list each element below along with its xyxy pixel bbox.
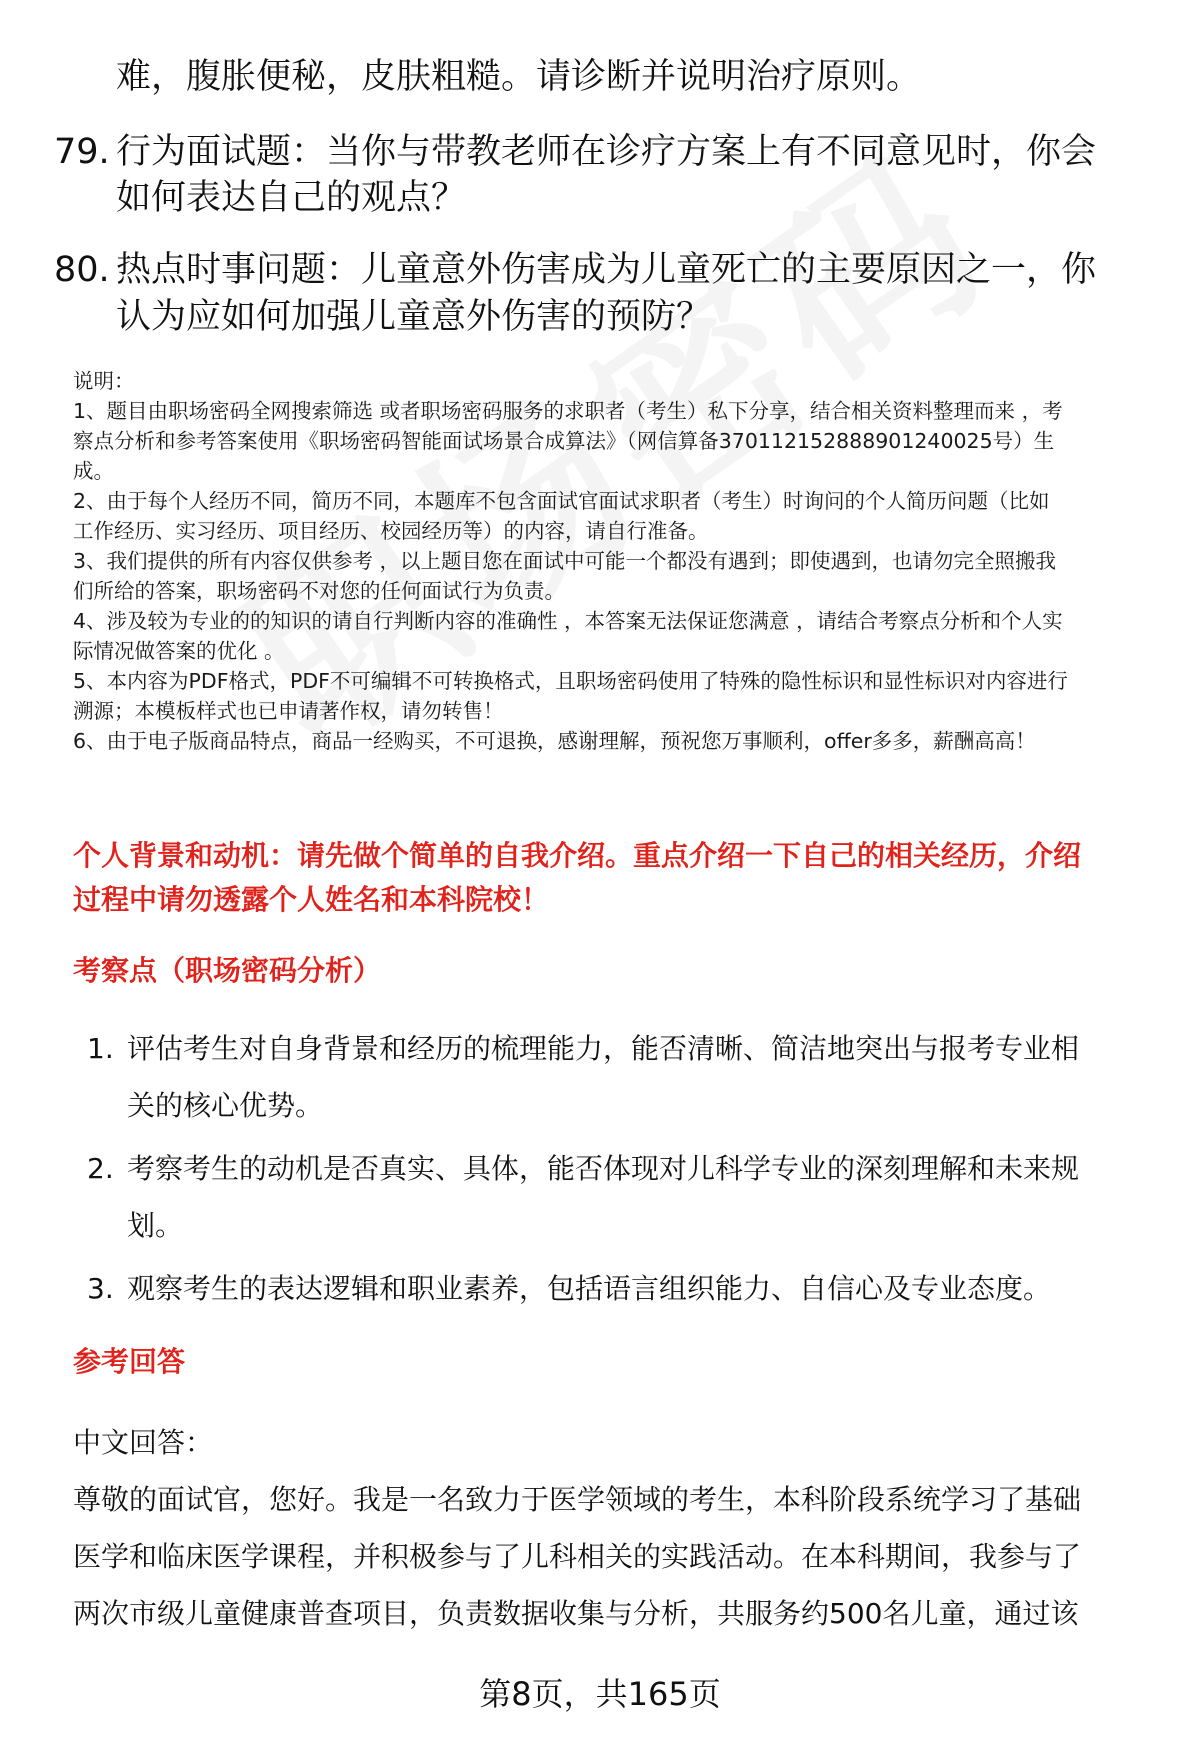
answer-line: 尊敬的面试官，您好。我是一名致力于医学领域的考生，本科阶段系统学习了基础	[73, 1483, 1082, 1516]
question-text-line: 热点时事问题：儿童意外伤害成为儿童死亡的主要原因之一，你	[116, 250, 1097, 290]
notes-line: 溯源；本模板样式也已申请著作权，请勿转售！	[73, 699, 504, 723]
answer-line: 医学和临床医学课程，并积极参与了儿科相关的实践活动。在本科期间，我参与了	[73, 1540, 1082, 1573]
question-text-line: 认为应如何加强儿童意外伤害的预防？	[116, 297, 712, 337]
notes-line: 3、我们提供的所有内容仅供参考 ，以上题目您在面试中可能一个都没有遇到；即使遇到，也请勿完全照搬我	[73, 549, 1057, 573]
notes-line: 工作经历、实习经历、项目经历、校园经历等）的内容，请自行准备。	[73, 519, 709, 543]
section-question-line: 个人背景和动机：请先做个简单的自我介绍。重点介绍一下自己的相关经历，介绍	[73, 839, 1082, 872]
point-number: 2.	[87, 1152, 114, 1185]
notes-line: 1、题目由职场密码全网搜索筛选 或者职场密码服务的求职者（考生）私下分享，结合相关资料整理而来 ，考	[73, 399, 1063, 423]
answer-title: 参考回答	[73, 1345, 186, 1378]
question-text-line: 行为面试题：当你与带教老师在诊疗方案上有不同意见时，你会	[116, 132, 1097, 172]
question-number: 79.	[54, 132, 110, 172]
answer-line: 中文回答：	[73, 1426, 214, 1459]
notes-line: 察点分析和参考答案使用《职场密码智能面试场景合成算法》（网信算备370112152888901240025号）生	[73, 429, 1055, 453]
point-text-line: 关的核心优势。	[127, 1089, 324, 1122]
continuation-line: 难，腹胀便秘，皮肤粗糙。请诊断并说明治疗原则。	[116, 57, 922, 97]
notes-line: 成。	[73, 459, 114, 483]
point-number: 3.	[87, 1272, 114, 1305]
notes-line: 们所给的答案，职场密码不对您的任何面试行为负责。	[73, 579, 565, 603]
notes-line: 际情况做答案的优化 。	[73, 639, 285, 663]
point-number: 1.	[87, 1032, 114, 1065]
section-question-line: 过程中请勿透露个人姓名和本科院校！	[73, 883, 550, 916]
answer-line: 两次市级儿童健康普查项目，负责数据收集与分析，共服务约500名儿童，通过该	[73, 1597, 1079, 1630]
notes-title: 说明：	[73, 369, 135, 393]
question-text-line: 如何表达自己的观点？	[116, 178, 467, 218]
point-text-line: 评估考生对自身背景和经历的梳理能力，能否清晰、简洁地突出与报考专业相	[127, 1032, 1080, 1065]
notes-line: 6、由于电子版商品特点，商品一经购买，不可退换，感谢理解，预祝您万事顺利，offer多多，薪酬高高！	[73, 729, 1036, 753]
point-text-line: 考察考生的动机是否真实、具体，能否体现对儿科学专业的深刻理解和未来规	[127, 1152, 1080, 1185]
point-text-line: 划。	[127, 1209, 184, 1242]
page-footer: 第8页，共165页	[479, 1675, 721, 1713]
notes-line: 5、本内容为PDF格式，PDF不可编辑不可转换格式，且职场密码使用了特殊的隐性标识和显性标识对内容进行	[73, 669, 1068, 693]
notes-line: 4、涉及较为专业的的知识的请自行判断内容的准确性 ，本答案无法保证您满意 ，请结合考察点分析和个人实	[73, 609, 1063, 633]
point-text-line: 观察考生的表达逻辑和职业素养，包括语言组织能力、自信心及专业态度。	[127, 1272, 1052, 1305]
notes-block	[73, 366, 1163, 756]
question-number: 80.	[54, 250, 110, 290]
points-title: 考察点（职场密码分析）	[73, 954, 382, 987]
notes-line: 2、由于每个人经历不同，简历不同，本题库不包含面试官面试求职者（考生）时询问的个人简历问题（比如	[73, 489, 1050, 513]
